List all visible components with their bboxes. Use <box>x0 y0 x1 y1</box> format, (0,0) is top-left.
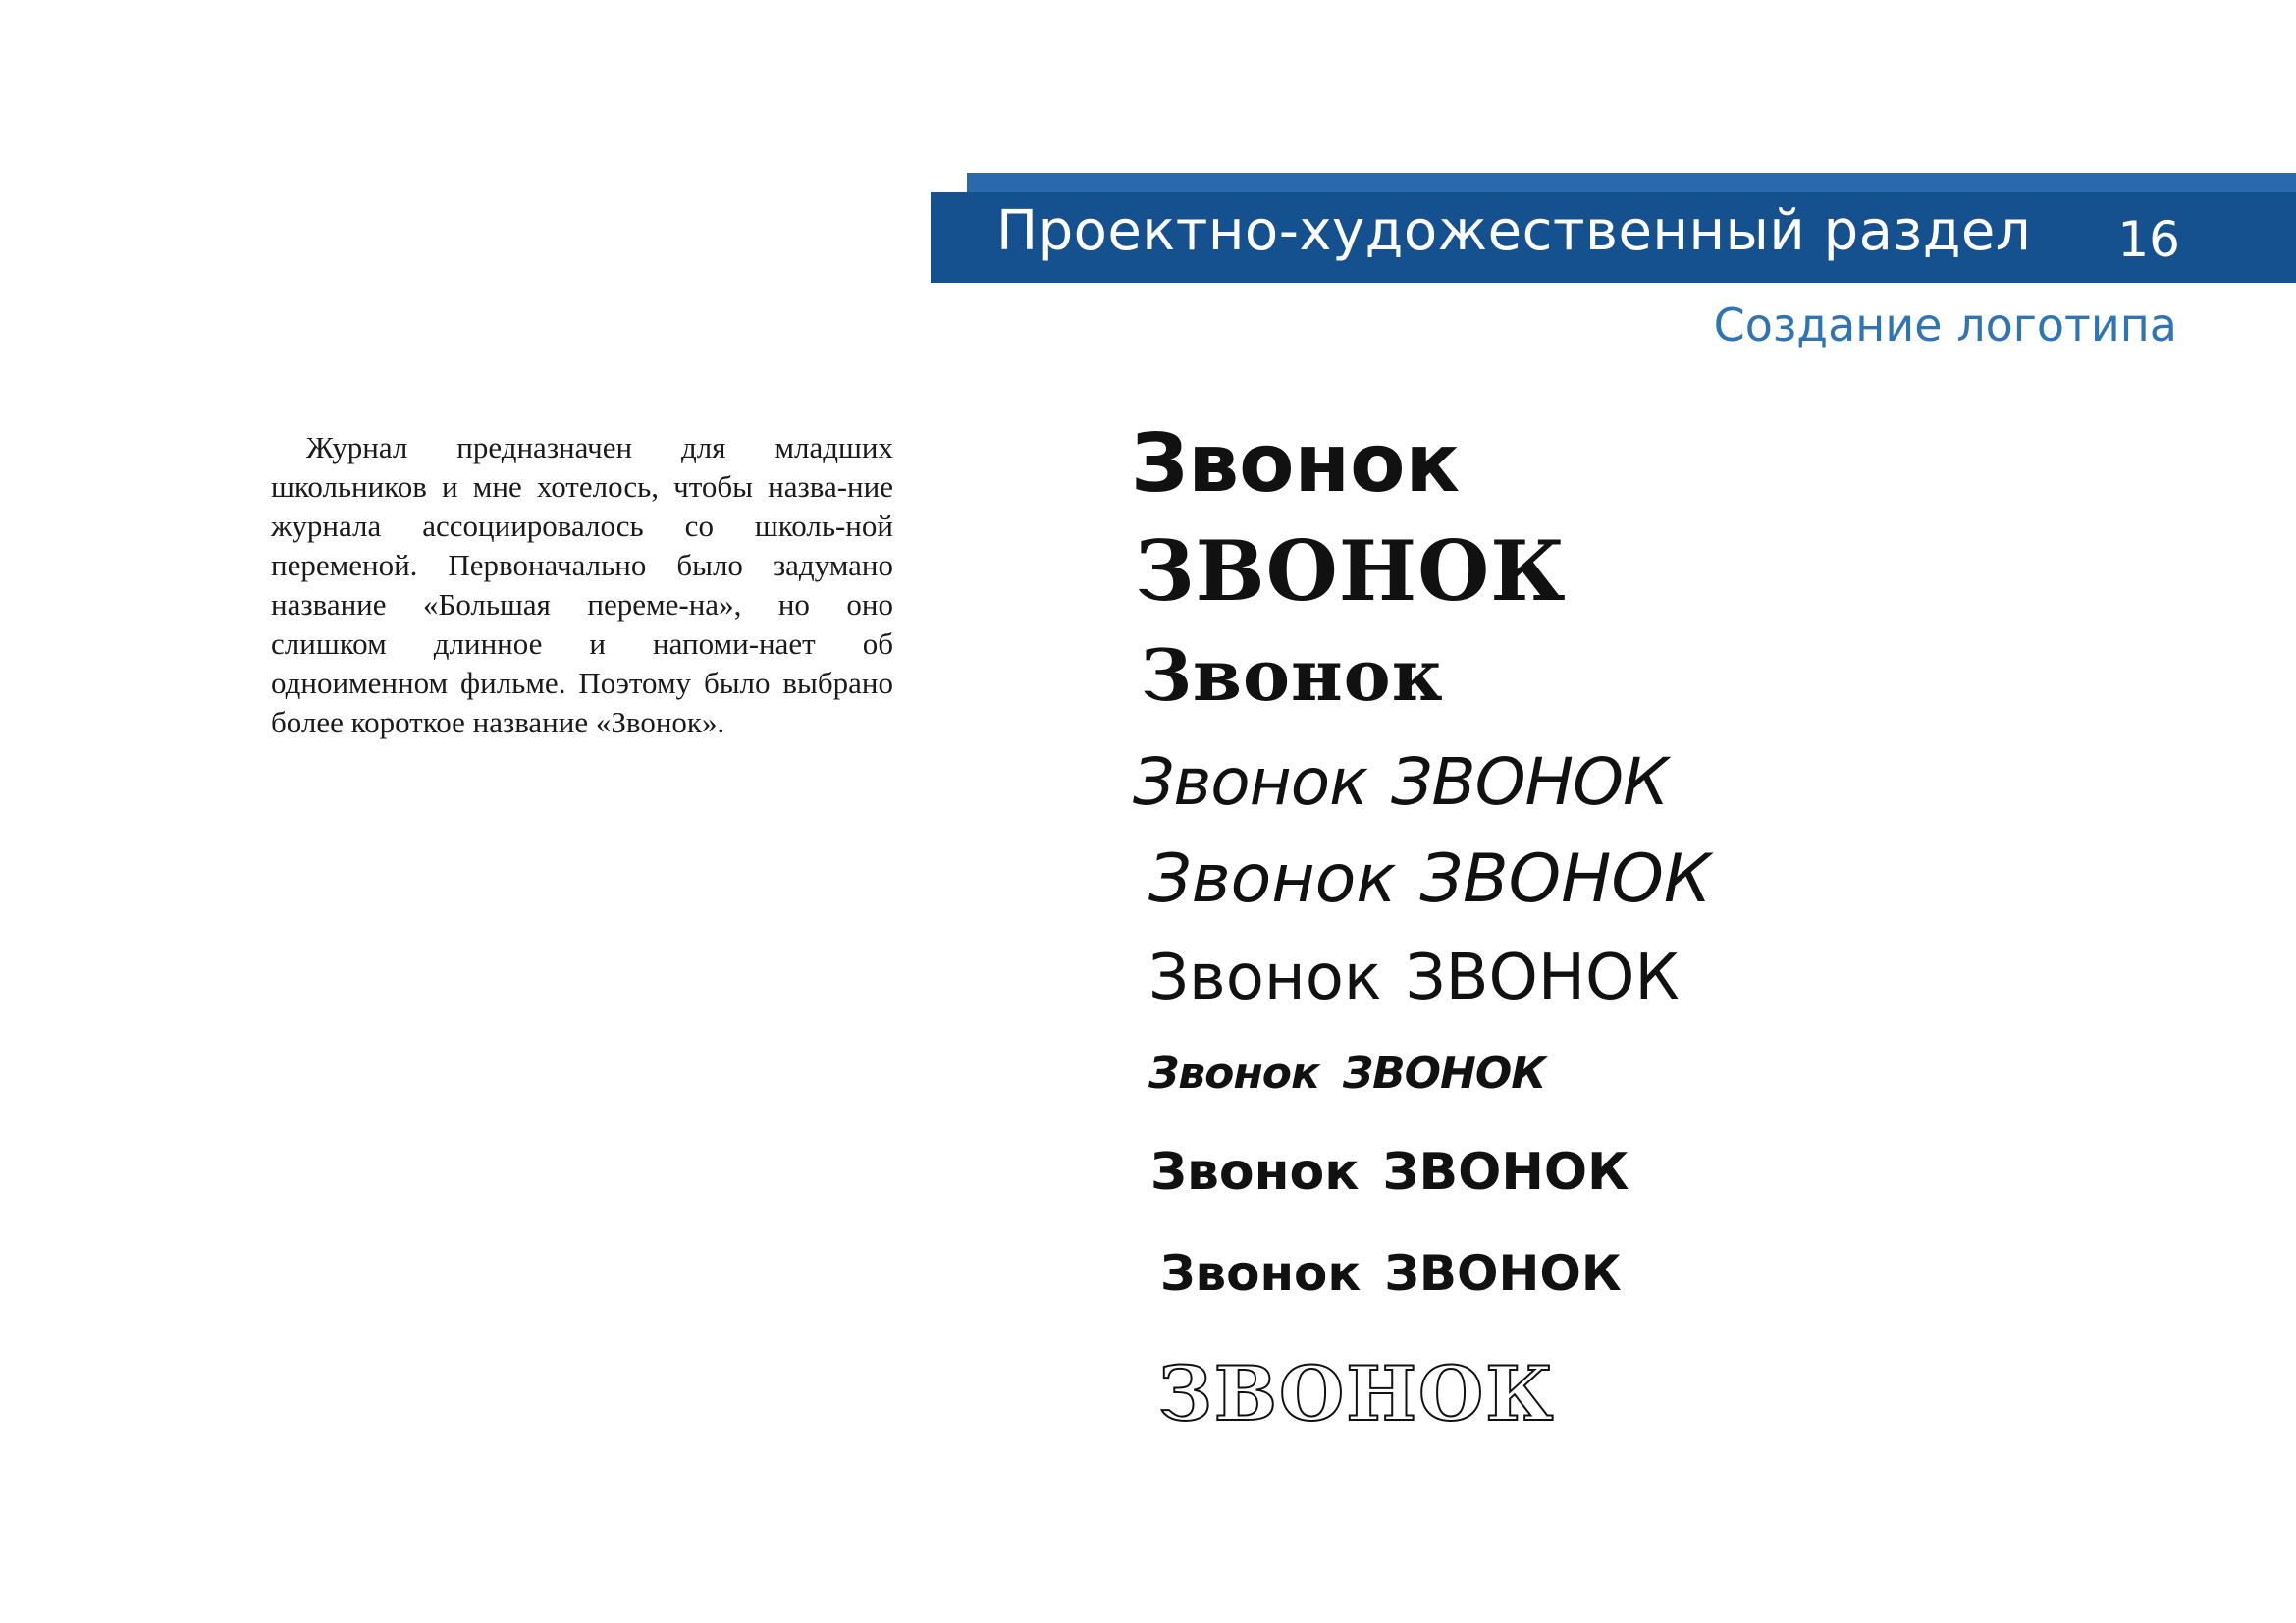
logo-sample-6-secondary: ЗВОНОК <box>1405 942 1680 1014</box>
logo-sample-1-primary: Звонок <box>1131 417 1461 511</box>
logo-sample-8 <box>1150 1143 1629 1202</box>
logo-sample-4-secondary: ЗВОНОК <box>1391 744 1668 820</box>
logo-sample-7 <box>1148 1049 1546 1099</box>
logo-sample-7-secondary: ЗВОНОК <box>1342 1049 1546 1099</box>
subsection-title: Создание логотипа <box>1713 298 2177 352</box>
logo-sample-5-secondary: ЗВОНОК <box>1419 840 1712 918</box>
section-title: Проектно-художественный раздел <box>996 199 2032 263</box>
logo-sample-7-primary: Звонок <box>1148 1049 1319 1099</box>
logo-sample-2 <box>1135 522 1567 620</box>
logo-sample-3-primary: Звонок <box>1141 633 1444 717</box>
logo-sample-5 <box>1148 840 1712 918</box>
logo-sample-9 <box>1160 1245 1622 1302</box>
logo-sample-10 <box>1158 1350 1556 1437</box>
logo-sample-6-primary: Звонок <box>1148 942 1382 1014</box>
logo-sample-3 <box>1141 633 1444 717</box>
logo-sample-8-primary: Звонок <box>1150 1143 1360 1202</box>
body-paragraph: Журнал предназначен для младших школьников и мне хотелось, чтобы назва-ние журнала ассоциировалось со школь-ной переменой. Первоначально было задумано название «Большая переме-на», но оно слишком длинное и напоми-нает об одноименном фильме. Поэтому было выбрано более короткое название «Звонок». <box>271 430 893 739</box>
logo-sample-4 <box>1133 744 1668 820</box>
logo-sample-9-primary: Звонок <box>1160 1245 1362 1302</box>
logo-sample-9-secondary: ЗВОНОК <box>1384 1245 1622 1302</box>
logo-sample-10-primary: ЗВОНОК <box>1158 1350 1556 1437</box>
logo-sample-5-primary: Звонок <box>1148 840 1397 918</box>
logo-sample-2-primary: ЗВОНОК <box>1135 522 1567 620</box>
logo-sample-6 <box>1148 942 1680 1014</box>
logo-sample-1 <box>1131 417 1461 511</box>
page-number: 16 <box>2117 211 2180 268</box>
logo-sample-4-primary: Звонок <box>1133 744 1367 820</box>
logo-sample-8-secondary: ЗВОНОК <box>1382 1143 1629 1202</box>
logo-samples <box>1129 0 1816 1623</box>
